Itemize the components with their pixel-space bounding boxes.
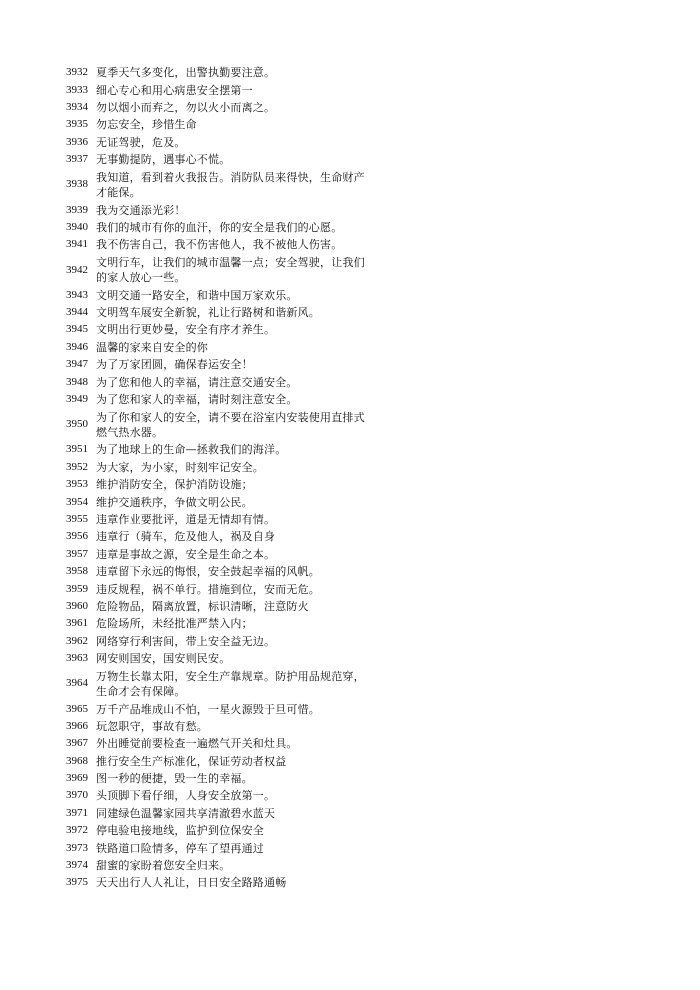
item-text: 万千产品堆成山不怕，一星火源毁于旦可惜。	[96, 702, 320, 716]
item-text: 图一秒的便捷，毁一生的幸福。	[96, 772, 253, 786]
item-text: 我为交通添光彩！	[96, 203, 186, 217]
item-text: 外出睡觉前要检查一遍燃气开关和灶具。	[96, 737, 298, 751]
item-text: 铁路道口险情多，停车了望再通过	[96, 841, 264, 855]
item-text: 违章留下永远的悔恨，安全鼓起幸福的风帆。	[96, 565, 320, 579]
item-text: 为了您和他人的幸福，请注意交通安全。	[96, 375, 298, 389]
item-text: 我不伤害自己，我不伤害他人，我不被他人伤害。	[96, 238, 343, 252]
item-number: 3964	[66, 677, 88, 690]
list-item	[66, 391, 366, 408]
item-text: 勿以烟小而弃之，勿以火小而离之。	[96, 100, 276, 114]
list-item	[66, 753, 366, 770]
item-text: 温馨的家来自安全的你	[96, 340, 208, 354]
item-text: 同建绿色温馨家园共享清澈碧水蓝天	[96, 806, 276, 820]
item-text: 勿忘安全，珍惜生命	[96, 118, 197, 132]
list-item	[66, 134, 366, 151]
item-text: 为了你和家人的安全，请不要在浴室内安装使用直排式燃气热水器。	[96, 410, 365, 439]
list-item	[66, 254, 366, 287]
list-item	[66, 735, 366, 752]
list-item	[66, 304, 366, 321]
item-number: 3941	[66, 238, 88, 251]
item-number: 3935	[66, 118, 88, 131]
item-text: 为了您和家人的幸福，请时刻注意安全。	[96, 393, 298, 407]
item-text: 我们的城市有你的血汗，你的安全是我们的心愿。	[96, 220, 343, 234]
item-text: 细心专心和用心病患安全摆第一	[96, 83, 253, 97]
item-text: 危险物品，隔离放置，标识清晰，注意防火	[96, 599, 309, 613]
item-text: 维护交通秩序，争做文明公民。	[96, 495, 253, 509]
item-text: 无事勤提防，遇事心不慌。	[96, 153, 231, 167]
list-item	[66, 598, 366, 615]
list-item	[66, 857, 366, 874]
item-number: 3961	[66, 617, 88, 630]
item-number: 3959	[66, 582, 88, 595]
item-number: 3968	[66, 754, 88, 767]
list-item	[66, 770, 366, 787]
item-number: 3933	[66, 83, 88, 96]
list-item	[66, 787, 366, 804]
list-item	[66, 116, 366, 133]
item-number: 3971	[66, 806, 88, 819]
list-item	[66, 99, 366, 116]
list-item	[66, 528, 366, 545]
list-item	[66, 236, 366, 253]
item-text: 违反规程，祸不单行。措施到位，安而无危。	[96, 582, 320, 596]
item-number: 3946	[66, 340, 88, 353]
list-item	[66, 563, 366, 580]
list-item	[66, 168, 366, 201]
list-item	[66, 493, 366, 510]
item-text: 停电验电接地线，监护到位保安全	[96, 824, 264, 838]
item-number: 3949	[66, 393, 88, 406]
item-text: 为大家，为小家，时刻牢记安全。	[96, 460, 264, 474]
item-number: 3970	[66, 789, 88, 802]
item-number: 3967	[66, 737, 88, 750]
item-text: 甜蜜的家盼着您安全归来。	[96, 859, 231, 873]
list-item	[66, 151, 366, 168]
item-number: 3948	[66, 375, 88, 388]
slogan-list	[66, 64, 366, 892]
item-text: 文明驾车展安全新貌，礼让行路树和谐新风。	[96, 306, 320, 320]
list-item	[66, 874, 366, 891]
item-text: 为了地球上的生命—拯救我们的海洋。	[96, 443, 287, 457]
list-item	[66, 64, 366, 81]
item-number: 3966	[66, 719, 88, 732]
item-text: 无证驾驶，危及。	[96, 135, 186, 149]
item-number: 3947	[66, 358, 88, 371]
item-text: 违章作业要批评，道是无情却有情。	[96, 513, 276, 526]
list-item	[66, 356, 366, 373]
item-number: 3953	[66, 478, 88, 491]
item-number: 3950	[66, 418, 88, 431]
list-item	[66, 441, 366, 458]
item-number: 3951	[66, 443, 88, 456]
list-item	[66, 805, 366, 822]
item-text: 危险场所，未经批准严禁入内；	[96, 617, 253, 631]
list-item	[66, 201, 366, 218]
item-number: 3937	[66, 153, 88, 166]
item-text: 网络穿行利害间，带上安全益无边。	[96, 634, 276, 648]
item-number: 3942	[66, 263, 88, 276]
list-item	[66, 718, 366, 735]
item-number: 3940	[66, 220, 88, 233]
item-number: 3963	[66, 652, 88, 665]
list-item	[66, 511, 366, 528]
item-text: 万物生长靠太阳，安全生产靠规章。防护用品规范穿，生命才会有保障。	[96, 669, 365, 698]
item-text: 天天出行人人礼让，日日安全路路通畅	[96, 876, 287, 890]
list-item	[66, 650, 366, 667]
list-item	[66, 219, 366, 236]
item-number: 3936	[66, 135, 88, 148]
item-number: 3934	[66, 100, 88, 113]
item-text: 文明出行更妙曼，安全有序才养生。	[96, 323, 276, 337]
item-text: 头顶脚下看仔细，人身安全放第一。	[96, 789, 276, 803]
list-item	[66, 287, 366, 304]
item-text: 文明行车，让我们的城市温馨一点；安全驾驶，让我们的家人放心一些。	[96, 256, 365, 285]
item-number: 3956	[66, 530, 88, 543]
list-item	[66, 580, 366, 597]
item-number: 3969	[66, 772, 88, 785]
list-item	[66, 339, 366, 356]
item-number: 3975	[66, 876, 88, 889]
list-item	[66, 81, 366, 98]
item-number: 3932	[66, 66, 88, 79]
item-text: 文明交通一路安全，和谐中国万家欢乐。	[96, 288, 298, 302]
item-number: 3943	[66, 288, 88, 301]
item-number: 3960	[66, 599, 88, 612]
list-item	[66, 615, 366, 632]
list-item	[66, 408, 366, 441]
item-number: 3939	[66, 203, 88, 216]
item-number: 3965	[66, 702, 88, 715]
item-text: 违章行（骑车，危及他人，祸及自身	[96, 530, 276, 544]
item-number: 3973	[66, 841, 88, 854]
list-item	[66, 459, 366, 476]
list-item	[66, 667, 366, 700]
list-item	[66, 700, 366, 717]
item-text: 维护消防安全，保护消防设施；	[96, 478, 253, 492]
item-text: 夏季天气多变化，出警执勤要注意。	[96, 66, 276, 80]
item-number: 3955	[66, 513, 88, 525]
item-number: 3954	[66, 495, 88, 508]
item-text: 为了万家团圆，确保春运安全！	[96, 358, 253, 372]
item-number: 3945	[66, 323, 88, 336]
list-item	[66, 476, 366, 493]
item-text: 网安则国安，国安则民安。	[96, 652, 231, 666]
item-number: 3958	[66, 565, 88, 578]
item-number: 3962	[66, 634, 88, 647]
list-item	[66, 373, 366, 390]
list-item	[66, 633, 366, 650]
item-number: 3952	[66, 460, 88, 473]
item-text: 玩忽职守，事故有愁。	[96, 719, 208, 733]
list-item	[66, 546, 366, 563]
item-number: 3974	[66, 859, 88, 872]
item-number: 3944	[66, 306, 88, 319]
item-text: 违章是事故之源，安全是生命之本。	[96, 547, 276, 561]
item-number: 3972	[66, 824, 88, 837]
item-text: 我知道，看到着火我报告。消防队员来得快，生命财产才能保。	[96, 170, 365, 199]
list-item	[66, 321, 366, 338]
item-text: 推行安全生产标准化，保证劳动者权益	[96, 754, 287, 768]
item-number: 3938	[66, 178, 88, 191]
item-number: 3957	[66, 547, 88, 560]
list-item	[66, 839, 366, 856]
list-item	[66, 822, 366, 839]
